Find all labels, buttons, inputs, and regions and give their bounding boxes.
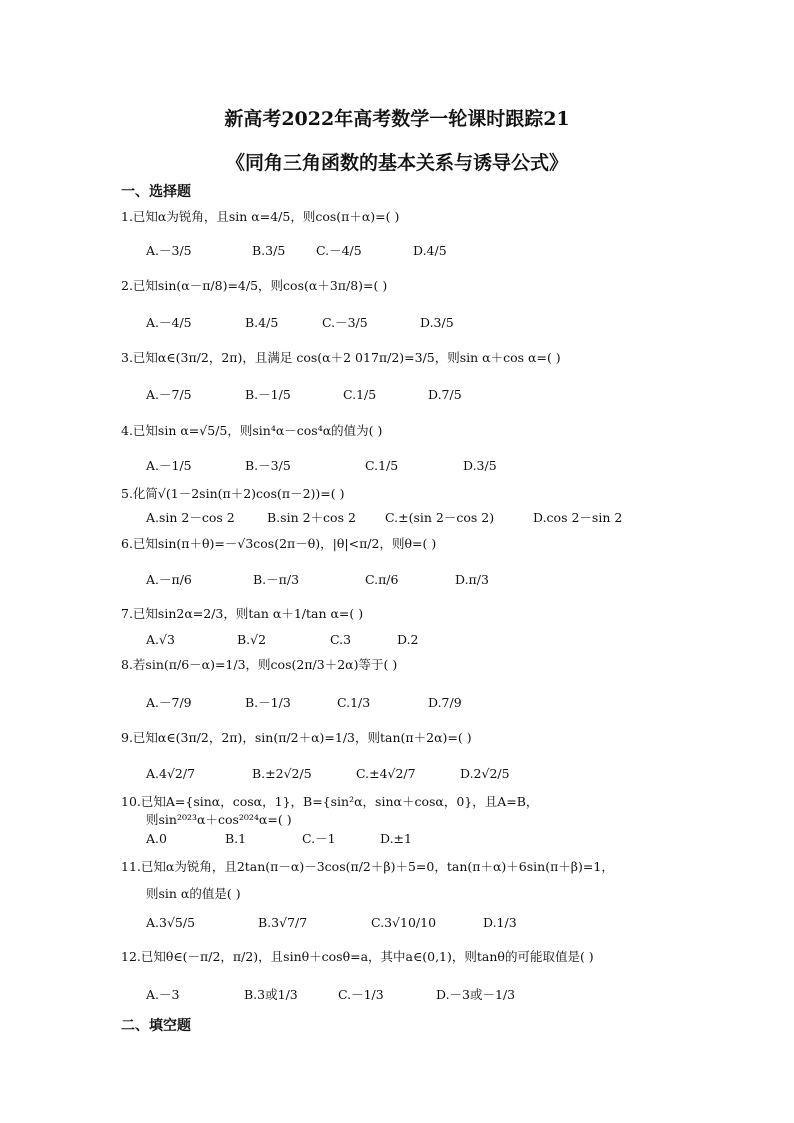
question-8-option-a: A.－7/9 [146, 695, 192, 710]
question-3-option-a: A.－7/5 [146, 387, 192, 402]
question-5-stem: 5.化简√(1－2sin(π＋2)cos(π－2))=( ) [121, 486, 345, 501]
question-9-stem: 9.已知α∈(3π/2，2π)，sin(π/2＋α)=1/3，则tan(π＋2α)=( ) [121, 730, 472, 745]
document-subtitle: 《同角三角函数的基本关系与诱导公式》 [225, 152, 568, 174]
question-4-option-a: A.－1/5 [146, 458, 192, 473]
question-6-option-b: B.－π/3 [253, 572, 300, 587]
question-12-option-a: A.－3 [146, 987, 180, 1002]
question-10-stem-line1: 10.已知A={sinα，cosα，1}，B={sin²α，sinα＋cosα，0}，且A=B， [121, 794, 539, 809]
question-11-option-b: B.3√7/7 [258, 915, 308, 930]
question-2-option-a: A.－4/5 [146, 315, 192, 330]
question-4-option-b: B.－3/5 [245, 458, 291, 473]
question-7-option-c: C.3 [330, 632, 352, 647]
question-1-option-c: C.－4/5 [316, 243, 362, 258]
question-11-stem-line1: 11.已知α为锐角，且2tan(π－α)－3cos(π/2＋β)＋5=0，tan(π＋α)＋6sin(π＋β)=1， [121, 859, 614, 874]
question-11-stem-line2: 则sin α的值是( ) [146, 886, 241, 901]
question-8-stem: 8.若sin(π/6－α)=1/3，则cos(2π/3＋2α)等于( ) [121, 657, 398, 672]
question-10-option-b: B.1 [225, 831, 247, 846]
question-9-option-d: D.2√2/5 [460, 766, 510, 781]
question-1-option-a: A.－3/5 [146, 243, 192, 258]
question-7-option-d: D.2 [397, 632, 419, 647]
question-2-option-c: C.－3/5 [322, 315, 368, 330]
question-8-option-b: B.－1/3 [245, 695, 291, 710]
question-2-option-b: B.4/5 [245, 315, 279, 330]
question-6-option-d: D.π/3 [455, 572, 489, 587]
question-5-option-b: B.sin 2＋cos 2 [267, 510, 356, 525]
section-heading-choice: 一、选择题 [121, 184, 191, 200]
question-11-option-d: D.1/3 [483, 915, 517, 930]
question-6-option-c: C.π/6 [365, 572, 399, 587]
question-10-option-a: A.0 [146, 831, 167, 846]
question-1-option-d: D.4/5 [413, 243, 447, 258]
question-4-option-d: D.3/5 [463, 458, 497, 473]
document-title: 新高考2022年高考数学一轮课时跟踪21 [224, 108, 570, 130]
question-5-option-d: D.cos 2－sin 2 [533, 510, 623, 525]
question-7-option-a: A.√3 [146, 632, 175, 647]
question-5-option-a: A.sin 2－cos 2 [146, 510, 235, 525]
question-7-option-b: B.√2 [237, 632, 267, 647]
question-2-stem: 2.已知sin(α－π/8)=4/5，则cos(α＋3π/8)=( ) [121, 278, 388, 293]
question-6-stem: 6.已知sin(π＋θ)=－√3cos(2π－θ)，|θ|<π/2，则θ=( ) [121, 536, 437, 551]
question-9-option-a: A.4√2/7 [146, 766, 196, 781]
question-9-option-b: B.±2√2/5 [252, 766, 312, 781]
question-6-option-a: A.－π/6 [146, 572, 192, 587]
question-12-option-b: B.3或1/3 [244, 987, 298, 1002]
question-12-stem: 12.已知θ∈(－π/2，π/2)，且sinθ＋cosθ=a，其中a∈(0,1)，则tanθ的可能取值是( ) [121, 949, 594, 964]
question-8-option-c: C.1/3 [337, 695, 371, 710]
question-7-stem: 7.已知sin2α=2/3，则tan α＋1/tan α=( ) [121, 606, 364, 621]
question-12-option-c: C.－1/3 [338, 987, 384, 1002]
section-heading-fill: 二、填空题 [121, 1018, 191, 1034]
question-4-option-c: C.1/5 [365, 458, 399, 473]
question-10-stem-line2: 则sin²⁰²³α＋cos²⁰²⁴α=( ) [146, 812, 292, 827]
question-1-option-b: B.3/5 [252, 243, 286, 258]
question-3-option-b: B.－1/5 [245, 387, 291, 402]
question-1-stem: 1.已知α为锐角，且sin α=4/5，则cos(π＋α)=( ) [121, 209, 400, 224]
question-10-option-d: D.±1 [380, 831, 412, 846]
question-5-option-c: C.±(sin 2－cos 2) [385, 510, 495, 525]
question-11-option-c: C.3√10/10 [371, 915, 437, 930]
question-12-option-d: D.－3或－1/3 [436, 987, 516, 1002]
question-2-option-d: D.3/5 [420, 315, 454, 330]
question-3-stem: 3.已知α∈(3π/2，2π)，且满足 cos(α＋2 017π/2)=3/5，则sin α＋cos α=( ) [121, 350, 561, 365]
question-11-option-a: A.3√5/5 [146, 915, 196, 930]
question-9-option-c: C.±4√2/7 [356, 766, 416, 781]
question-3-option-d: D.7/5 [428, 387, 462, 402]
question-10-option-c: C.－1 [302, 831, 336, 846]
question-4-stem: 4.已知sin α=√5/5，则sin⁴α－cos⁴α的值为( ) [121, 423, 383, 438]
question-8-option-d: D.7/9 [428, 695, 462, 710]
question-3-option-c: C.1/5 [343, 387, 377, 402]
